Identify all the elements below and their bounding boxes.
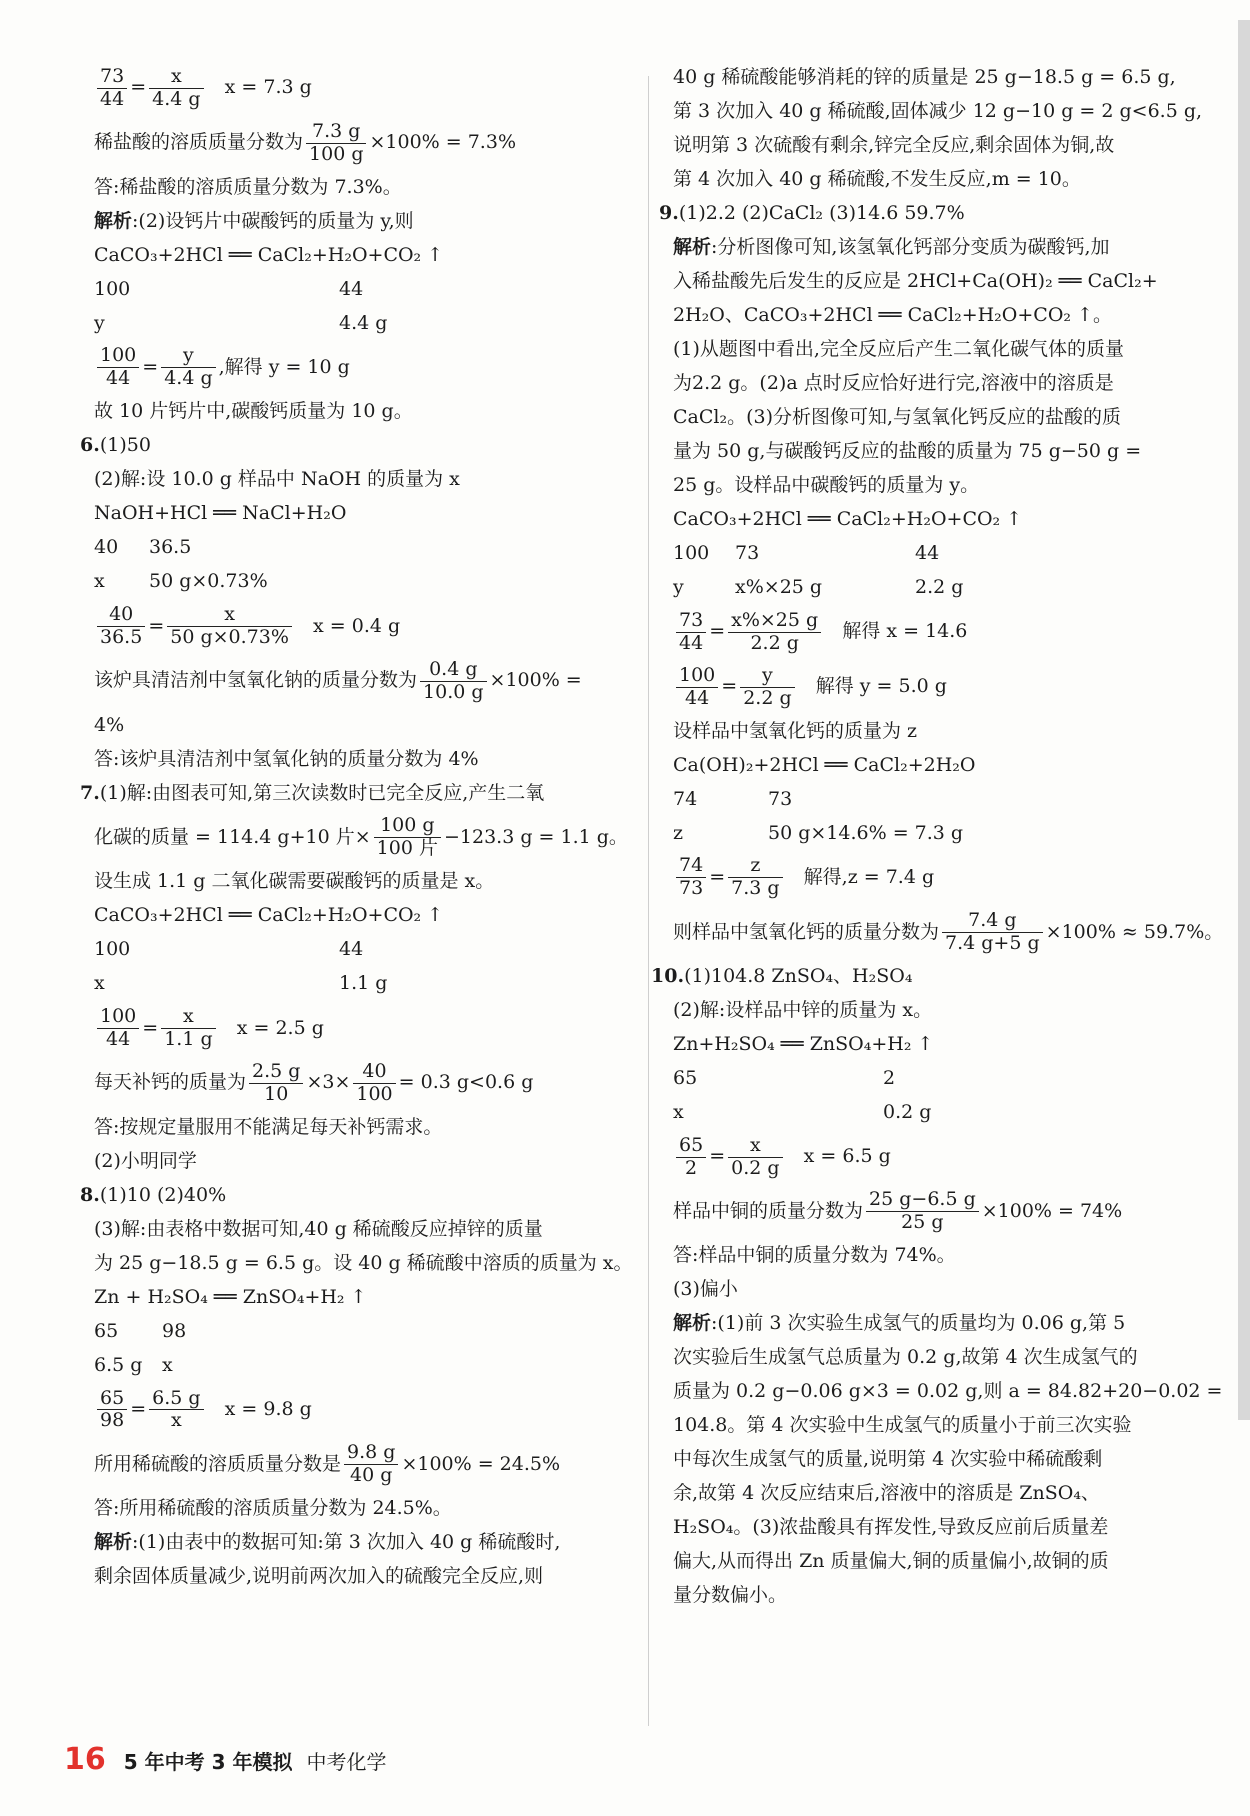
analysis-line xyxy=(94,209,634,233)
question-number: 6. xyxy=(80,434,100,457)
frac-num: 0.4 g xyxy=(420,659,487,682)
frac-den: 25 g xyxy=(901,1211,944,1234)
equation-ratio: $\frac{40}{36.5}$ = $\frac{x}{50 g\times 0.73\%}$ x = 0.4 g xyxy=(94,604,634,649)
coef: 100 xyxy=(94,938,131,961)
equation-row xyxy=(94,1354,634,1378)
text-line: 次实验后生成氢气总质量为 0.2 g,故第 4 次生成氢气的 xyxy=(673,1346,1138,1369)
text: 样品中铜的质量分数为 xyxy=(673,1199,864,1222)
text-line: 说明第 3 次硫酸有剩余,锌完全反应,剩余固体为铜,故 xyxy=(673,134,1115,157)
fraction-line xyxy=(673,1189,1233,1234)
text-line: 40 g 稀硫酸能够消耗的锌的质量是 25 g−18.5 g = 6.5 g, xyxy=(673,66,1176,89)
frac-num: 73 xyxy=(97,66,127,89)
frac-den: 0.2 g xyxy=(731,1156,780,1179)
frac-num: 7.3 g xyxy=(306,121,366,144)
fraction-line xyxy=(673,910,1233,955)
text-line: (1)从题图中看出,完全反应后产生二氧化碳气体的质量 xyxy=(673,338,1124,361)
chemical-equation: CaCO₃+2HCl ══ CaCl₂+H₂O+CO₂ ↑ xyxy=(673,508,1023,531)
text: (1)104.8 ZnSO₄、H₂SO₄ xyxy=(684,964,913,987)
frac-den: 73 xyxy=(679,877,704,900)
text: ×100% ≈ 59.7%。 xyxy=(1045,920,1224,943)
text: ×100% = 74% xyxy=(981,1199,1123,1222)
frac-num: 2.5 g xyxy=(249,1061,303,1084)
coef: x%×25 g xyxy=(735,576,823,599)
frac-num: 65 xyxy=(97,1388,127,1411)
equation-ratio: $\frac{73}{44}$ = $\frac{x}{4.4 g}$ x = 7.3 g xyxy=(94,66,634,111)
answer-line: 答:稀盐酸的溶质质量分数为 7.3%。 xyxy=(94,175,402,198)
text: ×100% = 24.5% xyxy=(401,1452,561,1475)
result-text: x = 0.4 g xyxy=(313,614,401,637)
fraction-line xyxy=(94,659,634,704)
frac-den: 100 片 xyxy=(376,837,438,860)
equation-ratio: $\frac{65}{2}$ = $\frac{x}{0.2 g}$ x = 6.5 g xyxy=(673,1135,1233,1180)
equation-row xyxy=(673,821,1233,845)
text: :(1)由表中的数据可知:第 3 次加入 40 g 稀硫酸时, xyxy=(132,1531,561,1553)
result-text: x = 6.5 g xyxy=(803,1145,891,1168)
equation-row xyxy=(673,787,1233,811)
question-6 xyxy=(80,434,634,458)
question-8 xyxy=(80,1183,634,1208)
text: (1)2.2 (2)CaCl₂ (3)14.6 59.7% xyxy=(678,202,965,225)
text-line: 104.8。第 4 次实验中生成氢气的质量小于前三次实验 xyxy=(673,1414,1132,1437)
frac-num: x%×25 g xyxy=(728,610,821,633)
frac-num: 9.8 g xyxy=(344,1442,398,1465)
question-7 xyxy=(80,781,634,805)
coef: y xyxy=(94,311,105,334)
text: 每天补钙的质量为 xyxy=(94,1071,247,1094)
text: ×100% = 7.3% xyxy=(369,131,516,154)
frac-num: z xyxy=(728,855,782,878)
frac-num: x xyxy=(728,1135,782,1158)
result-text: x = 2.5 g xyxy=(236,1016,324,1039)
frac-den: 4.4 g xyxy=(164,367,213,390)
fraction-line xyxy=(94,1442,634,1487)
answer-line: 答:所用稀硫酸的溶质质量分数为 24.5%。 xyxy=(94,1497,452,1519)
question-number: 10. xyxy=(651,964,685,987)
answer-line: 答:按规定量服用不能满足每天补钙需求。 xyxy=(94,1115,443,1138)
frac-den: 2.2 g xyxy=(743,686,792,709)
text-line: (3)解:由表格中数据可知,40 g 稀硫酸反应掉锌的质量 xyxy=(94,1217,543,1240)
question-number: 9. xyxy=(659,202,679,225)
answer-line: 答:该炉具清洁剂中氢氧化钠的质量分数为 4% xyxy=(94,747,479,770)
frac-num: 25 g−6.5 g xyxy=(866,1189,979,1212)
frac-den: 44 xyxy=(106,367,131,390)
analysis-label: 解析 xyxy=(94,209,133,232)
question-9 xyxy=(659,202,1233,226)
result-text: 解得,z = 7.4 g xyxy=(803,865,935,888)
text-line: 2H₂O、CaCO₃+2HCl ══ CaCl₂+H₂O+CO₂ ↑。 xyxy=(673,304,1112,327)
text-line: 25 g。设样品中碳酸钙的质量为 y。 xyxy=(673,474,980,497)
coef: 73 xyxy=(768,787,793,810)
frac-den: 7.4 g+5 g xyxy=(945,931,1040,954)
fraction-line xyxy=(94,121,634,166)
equation-row xyxy=(94,570,634,594)
right-column xyxy=(651,66,1233,1618)
text-line: (2)解:设 10.0 g 样品中 NaOH 的质量为 x xyxy=(94,468,460,491)
text-line: 剩余固体质量减少,说明前两次加入的硫酸完全反应,则 xyxy=(94,1565,544,1587)
text-line: (3)偏小 xyxy=(673,1278,738,1301)
question-10 xyxy=(651,964,1233,989)
equation-row xyxy=(94,277,634,301)
text: 稀盐酸的溶质质量分数为 xyxy=(94,131,304,154)
result-text: x = 9.8 g xyxy=(224,1397,312,1420)
frac-den: 4.4 g xyxy=(152,87,201,110)
fraction-line xyxy=(94,1061,634,1106)
coef: x xyxy=(162,1353,173,1376)
analysis-label: 解析 xyxy=(673,236,712,259)
text-line: 余,故第 4 次反应结束后,溶液中的溶质是 ZnSO₄、 xyxy=(673,1482,1100,1505)
equation-ratio: $\frac{73}{44}$ = $\frac{x\%\times 25 g}{2.2 g}$ 解得 x = 14.6 xyxy=(673,610,1233,655)
text-line: (2)小明同学 xyxy=(94,1149,197,1172)
text: −123.3 g = 1.1 g。 xyxy=(443,825,628,848)
coef: 2.2 g xyxy=(915,576,964,599)
text: (1)50 xyxy=(99,434,151,457)
frac-num: 6.5 g xyxy=(149,1388,203,1411)
text-line: 量分数偏小。 xyxy=(673,1584,788,1607)
text: :(2)设钙片中碳酸钙的质量为 y,则 xyxy=(132,209,414,232)
page-edge-shadow xyxy=(1238,20,1250,1420)
book-title: 5 年中考 3 年模拟 xyxy=(123,1750,293,1774)
result-text: 解得 y = 5.0 g xyxy=(815,675,947,698)
text: :分析图像可知,该氢氧化钙部分变质为碳酸钙,加 xyxy=(711,236,1110,259)
subject-label: 中考化学 xyxy=(306,1750,387,1774)
chemical-equation: Zn+H₂SO₄ ══ ZnSO₄+H₂ ↑ xyxy=(673,1032,934,1055)
coef: 2 xyxy=(883,1066,896,1089)
analysis-label: 解析 xyxy=(673,1312,712,1335)
frac-den: 7.3 g xyxy=(731,877,780,900)
text: (1)解:由图表可知,第三次读数时已完全反应,产生二氧 xyxy=(99,781,545,804)
text-line: (2)解:设样品中锌的质量为 x。 xyxy=(673,998,933,1021)
coef: y xyxy=(673,576,684,599)
text-line: CaCl₂。(3)分析图像可知,与氢氧化钙反应的盐酸的质 xyxy=(673,406,1122,429)
text-line: 第 4 次加入 40 g 稀硫酸,不发生反应,m = 10。 xyxy=(673,168,1081,191)
text-line: 量为 50 g,与碳酸钙反应的盐酸的质量为 75 g−50 g = xyxy=(673,440,1142,463)
frac-num: 100 g xyxy=(374,815,441,838)
page-number: 16 xyxy=(64,1742,106,1777)
coef: 50 g×0.73% xyxy=(149,570,268,593)
frac-den: 100 g xyxy=(309,142,364,165)
frac-num: 100 xyxy=(97,1006,139,1029)
text-line: 偏大,从而得出 Zn 质量偏大,铜的质量偏小,故铜的质 xyxy=(673,1550,1109,1573)
text-line: 入稀盐酸先后发生的反应是 2HCl+Ca(OH)₂ ══ CaCl₂+ xyxy=(673,270,1158,293)
coef: x xyxy=(94,570,105,593)
equation-row xyxy=(94,311,634,335)
coef: x xyxy=(673,1100,684,1123)
text-line: 第 3 次加入 40 g 稀硫酸,固体减少 12 g−10 g = 2 g<6.5 g, xyxy=(673,100,1203,123)
frac-num: y xyxy=(740,665,794,688)
equation-row xyxy=(673,1067,1233,1091)
text: 所用稀硫酸的溶质质量分数是 xyxy=(94,1452,342,1475)
coef: 100 xyxy=(673,542,710,565)
frac-den: 100 xyxy=(356,1082,393,1105)
chemical-equation: CaCO₃+2HCl ══ CaCl₂+H₂O+CO₂ ↑ xyxy=(94,243,444,266)
text: 则样品中氢氧化钙的质量分数为 xyxy=(673,920,940,943)
result-text: ,解得 y = 10 g xyxy=(218,355,350,378)
equation-row xyxy=(673,1101,1233,1125)
coef: 6.5 g xyxy=(94,1353,143,1376)
analysis-line xyxy=(94,1531,634,1555)
coef: x xyxy=(94,972,105,995)
equation-row xyxy=(94,1320,634,1344)
frac-den: 44 xyxy=(685,686,710,709)
text: ×100% = xyxy=(489,669,582,692)
equation-ratio: $\frac{65}{98}$ = $\frac{6.5 g}{x}$ x = 9.8 g xyxy=(94,1388,634,1433)
frac-den: 2 xyxy=(685,1156,698,1179)
equation-ratio: $\frac{100}{44}$ = $\frac{y}{2.2 g}$ 解得 y = 5.0 g xyxy=(673,665,1233,710)
text-line: 故 10 片钙片中,碳酸钙质量为 10 g。 xyxy=(94,400,413,423)
frac-den: 36.5 xyxy=(100,625,143,648)
coef: 40 xyxy=(94,536,119,559)
equation-row xyxy=(94,536,634,560)
frac-num: x xyxy=(167,604,292,627)
analysis-line xyxy=(673,1312,1233,1336)
equation-ratio: $\frac{100}{44}$ = $\frac{y}{4.4 g}$ ,解得 y = 10 g xyxy=(94,345,634,390)
frac-num: 7.4 g xyxy=(942,910,1043,933)
text-line: 4% xyxy=(94,713,125,736)
frac-num: 74 xyxy=(676,855,706,878)
frac-num: x xyxy=(161,1006,215,1029)
coef: 1.1 g xyxy=(339,972,388,995)
frac-num: x xyxy=(149,66,203,89)
frac-num: 65 xyxy=(676,1135,706,1158)
frac-den: 44 xyxy=(106,1027,131,1050)
frac-num: y xyxy=(161,345,215,368)
frac-den: x xyxy=(170,1409,182,1432)
frac-den: 44 xyxy=(100,87,125,110)
frac-den: 1.1 g xyxy=(164,1027,213,1050)
chemical-equation: NaOH+HCl ══ NaCl+H₂O xyxy=(94,502,347,525)
text-line: 为 25 g−18.5 g = 6.5 g。设 40 g 稀硫酸中溶质的质量为 x。 xyxy=(94,1251,633,1274)
frac-den: 2.2 g xyxy=(750,631,799,654)
text: ×3× xyxy=(306,1071,351,1094)
frac-num: 73 xyxy=(676,610,706,633)
frac-den: 50 g×0.73% xyxy=(170,625,289,648)
coef: z xyxy=(673,821,684,844)
frac-den: 98 xyxy=(100,1409,125,1432)
result-text: 解得 x = 14.6 xyxy=(842,620,968,643)
frac-den: 40 g xyxy=(350,1464,393,1487)
frac-num: 100 xyxy=(676,665,718,688)
page-footer xyxy=(64,1742,386,1777)
text: 该炉具清洁剂中氢氧化钠的质量分数为 xyxy=(94,669,418,692)
frac-den: 10.0 g xyxy=(423,680,484,703)
coef: 74 xyxy=(673,787,698,810)
coef: 44 xyxy=(339,277,364,300)
text-line: 设生成 1.1 g 二氧化碳需要碳酸钙的质量是 x。 xyxy=(94,870,495,893)
equation-row xyxy=(94,938,634,962)
frac-den: 44 xyxy=(679,631,704,654)
coef: 44 xyxy=(339,938,364,961)
text-line: 质量为 0.2 g−0.06 g×3 = 0.02 g,则 a = 84.82+20−0.02 = xyxy=(673,1380,1223,1403)
text-line: 中每次生成氢气的质量,说明第 4 次实验中稀硫酸剩 xyxy=(673,1448,1103,1471)
analysis-label: 解析 xyxy=(94,1531,133,1553)
coef: 4.4 g xyxy=(339,311,388,334)
equation-row xyxy=(94,972,634,996)
fraction-line xyxy=(94,815,634,860)
coef: 36.5 xyxy=(149,536,192,559)
text-line: 为2.2 g。(2)a 点时反应恰好进行完,溶液中的溶质是 xyxy=(673,372,1114,395)
text: 化碳的质量 = 114.4 g+10 片× xyxy=(94,825,371,848)
chemical-equation: Zn + H₂SO₄ ══ ZnSO₄+H₂ ↑ xyxy=(94,1285,367,1308)
coef: 65 xyxy=(673,1066,698,1089)
equation-ratio: $\frac{74}{73}$ = $\frac{z}{7.3 g}$ 解得,z = 7.4 g xyxy=(673,855,1233,900)
coef: 73 xyxy=(735,542,760,565)
chemical-equation: Ca(OH)₂+2HCl ══ CaCl₂+2H₂O xyxy=(673,753,976,776)
equation-row xyxy=(673,576,1233,600)
coef: 100 xyxy=(94,277,131,300)
result-text: x = 7.3 g xyxy=(224,76,312,99)
analysis-line xyxy=(673,236,1233,260)
text: :(1)前 3 次实验生成氢气的质量均为 0.06 g,第 5 xyxy=(711,1312,1126,1335)
frac-den: 10 xyxy=(264,1082,289,1105)
left-column xyxy=(80,65,634,1599)
coef: 44 xyxy=(915,542,940,565)
text-line: 设样品中氢氧化钙的质量为 z xyxy=(673,719,918,742)
coef: 65 xyxy=(94,1319,119,1342)
question-number: 7. xyxy=(80,781,100,804)
text-line: H₂SO₄。(3)浓盐酸具有挥发性,导致反应前后质量差 xyxy=(673,1516,1109,1539)
coef: 0.2 g xyxy=(883,1100,932,1123)
question-number: 8. xyxy=(80,1183,100,1206)
coef: 98 xyxy=(162,1319,187,1342)
frac-num: 40 xyxy=(97,604,145,627)
coef: 50 g×14.6% = 7.3 g xyxy=(768,821,964,844)
equation-ratio: $\frac{100}{44}$ = $\frac{x}{1.1 g}$ x = 2.5 g xyxy=(94,1006,634,1051)
chemical-equation: CaCO₃+2HCl ══ CaCl₂+H₂O+CO₂ ↑ xyxy=(94,904,444,927)
text: (1)10 (2)40% xyxy=(99,1183,227,1206)
text: = 0.3 g<0.6 g xyxy=(398,1071,534,1094)
column-divider xyxy=(648,76,649,1726)
answer-line: 答:样品中铜的质量分数为 74%。 xyxy=(673,1244,956,1267)
frac-num: 40 xyxy=(353,1061,395,1084)
frac-num: 100 xyxy=(97,345,139,368)
equation-row xyxy=(673,542,1233,566)
